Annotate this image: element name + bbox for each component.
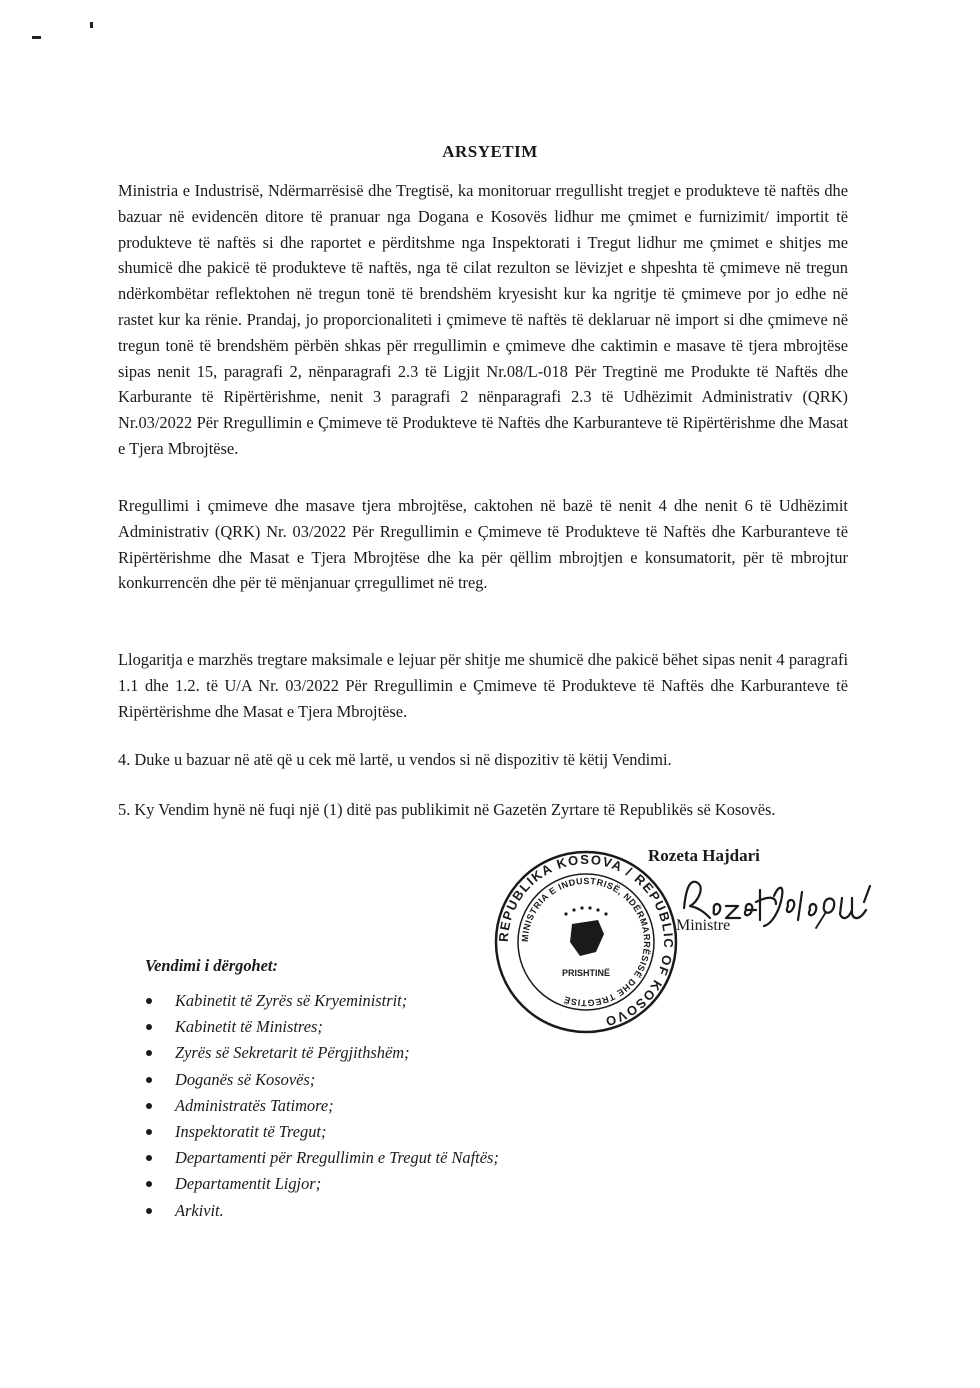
bullet-icon	[146, 1103, 152, 1109]
scan-speck	[32, 36, 41, 39]
recipient-label: Inspektoratit të Tregut;	[175, 1121, 327, 1141]
signatory-name: Rozeta Hajdari	[648, 846, 760, 865]
recipient-label: Kabinetit të Ministres;	[175, 1017, 323, 1037]
recipient-label: Arkivit.	[175, 1200, 224, 1220]
scan-speck	[90, 22, 93, 28]
paragraph-text: 4. Duke u bazuar në atë që u cek më lartë, u vendos si në dispozitiv të këtij Vendimi.	[118, 750, 672, 769]
signatory-title: Ministre	[676, 917, 731, 934]
recipient-item	[145, 1119, 665, 1145]
recipient-item	[145, 1014, 665, 1040]
paragraph-point-4	[118, 747, 848, 773]
seal-outer-text: REPUBLIKA KOSOVA / REPUBLIC OF KOSOVO	[495, 851, 677, 1030]
paragraph-text: Llogaritja e marzhës tregtare maksimale e lejuar për shitje me shumicë dhe pakicë bëhet sipas nenit 4 paragrafi 1.1 dhe 1.2. të U/A Nr. 03/2022 Për Rregullimin e Çmimeve të Produkteve të Naftës dhe Karburanteve të Ripërtërishme dhe Masat e Tjera Mbrojtëse.	[118, 650, 848, 721]
bullet-icon	[146, 1181, 152, 1187]
kosovo-map-emblem	[570, 920, 604, 956]
bullet-icon	[146, 1208, 152, 1214]
recipient-label: Departamentit Ligjor;	[175, 1174, 322, 1194]
recipient-label: Kabinetit të Zyrës së Kryeministrit;	[175, 991, 408, 1010]
bullet-icon	[146, 1155, 152, 1161]
paragraph-margin-calculation	[118, 647, 848, 724]
bullet-icon	[146, 1129, 152, 1135]
bullet-icon	[146, 998, 152, 1004]
recipient-label: Departamenti për Rregullimin e Tregut të Naftës;	[175, 1148, 499, 1168]
recipient-item	[145, 1040, 665, 1066]
seal-city: PRISHTINË	[561, 968, 611, 978]
document-title: ARSYETIM	[442, 142, 538, 161]
paragraph-point-5	[118, 797, 848, 823]
recipient-item	[145, 1093, 665, 1119]
recipients-section	[145, 956, 665, 1224]
recipients-list	[145, 988, 665, 1224]
bullet-icon	[146, 1050, 152, 1056]
paragraph-text: Ministria e Industrisë, Ndërmarrësisë dhe Tregtisë, ka monitoruar rregullisht tregjet e produkteve të naftës dhe bazuar në evidencën ditore të pranuar nga Dogana e Kosovës lidhur me çmimet e furnizimit/ importit të produkteve të naftës si dhe raportet e përditshme nga Inspektorati i Tregut lidhur me çmimet e shitjes me shumicë dhe pakicë të produkteve të naftës, nga të cilat rezulton se lëvizjet e shpeshta të çmimeve në tregun ndërkombëtar reflektohen në tregun tonë të brendshëm kryesisht kur ka ngritje të çmimeve por jo edhe në rastet kur ka rënie. Prandaj, jo proporcionaliteti i çmimeve të naftës të deklaruar në import si dhe çmimeve në tregun tonë të brendshëm përbën shkas për rregullimin e çmimeve dhe caktimin e masave të tjera mbrojtëse sipas nenit 15, paragrafi 2, nënparagrafi 2.3 të Ligjit Nr.08/L-018 Për Tregtinë me Produkte të Naftës dhe Karburante të Ripërtërishme, nenit 3 paragrafi 2 nënparagrafi 2.3 të Udhëzimit Administrativ (QRK) Nr.03/2022 Për Rregullimin e Çmimeve të Produkteve të Naftës dhe Karburanteve të Ripërtërishme dhe Masat e Tjera Mbrojtëse.	[118, 181, 848, 458]
recipient-label: Doganës së Kosovës;	[175, 1069, 316, 1089]
recipients-heading: Vendimi i dërgohet:	[145, 956, 278, 975]
paragraph-justification	[118, 178, 848, 462]
paragraph-price-regulation	[118, 493, 848, 596]
bullet-icon	[146, 1024, 152, 1030]
recipient-item	[145, 1171, 665, 1197]
recipient-item	[145, 1145, 665, 1171]
paragraph-text: Rregullimi i çmimeve dhe masave tjera mbrojtëse, caktohen në bazë të nenit 4 dhe nenit 6 të Udhëzimit Administrativ (QRK) Nr. 03/2022 Për Rregullimin e Çmimeve të Produkteve të Naftës dhe Karburanteve të Ripërtërishme dhe Masat e Tjera Mbrojtëse dhe ka për qëllim mbrojtjen e konsumatorit, për të mbrojtur konkurrencën dhe për të mënjanuar çrregullimet në treg.	[118, 496, 848, 593]
recipient-label: Administratës Tatimore;	[175, 1095, 334, 1115]
recipient-item	[145, 1067, 665, 1093]
bullet-icon	[146, 1077, 152, 1083]
recipient-label: Zyrës së Sekretarit të Përgjithshëm;	[175, 1043, 410, 1063]
recipient-item	[145, 988, 665, 1014]
recipient-item	[145, 1198, 665, 1224]
seal-inner-text: MINISTRIA E INDUSTRISË, NDËRMARRËSISË DHE TREGTISË	[519, 875, 653, 1009]
paragraph-text: 5. Ky Vendim hynë në fuqi një (1) ditë pas publikimit në Gazetën Zyrtare të Republikës së Kosovës.	[118, 800, 776, 819]
